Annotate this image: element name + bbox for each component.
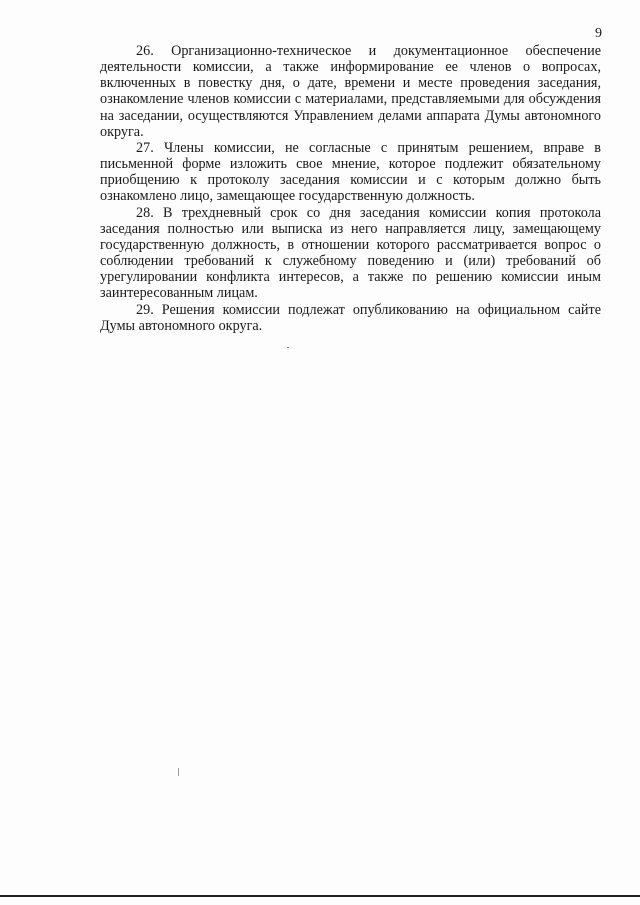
paragraph-27: 27. Члены комиссии, не согласные с принятым решением, вправе в письменной форме изложить свое мнение, которое подлежит обязательному приобщению к протоколу заседания комиссии и с которым должно быть ознакомлено лицо, замещающее государственную должность.: [100, 139, 601, 205]
page-number: 9: [595, 26, 602, 41]
paragraph-29: 29. Решения комиссии подлежат опубликованию на официальном сайте Думы автономного округа.: [100, 301, 601, 334]
document-body: [100, 43, 601, 334]
scan-speck: [178, 768, 179, 776]
paragraph-26: 26. Организационно-техническое и документационное обеспечение деятельности комиссии, а также информирование ее членов о вопросах, включенных в повестку дня, о дате, времени и месте проведения заседания, ознакомление членов комиссии с материалами, представляемыми для обсуждения на заседании, осуществляются Управлением делами аппарата Думы автономного округа.: [100, 43, 601, 140]
paragraph-28: 28. В трехдневный срок со дня заседания комиссии копия протокола заседания полностью или выписка из него направляется лицу, замещающему государственную должность, в отношении которого рассматривается вопрос о соблюдении требований к служебному поведению и (или) требований об урегулировании конфликта интересов, а также по решению комиссии иным заинтересованным лицам.: [100, 204, 601, 302]
scan-edge-line: [0, 895, 640, 897]
scan-speck: [287, 347, 289, 348]
